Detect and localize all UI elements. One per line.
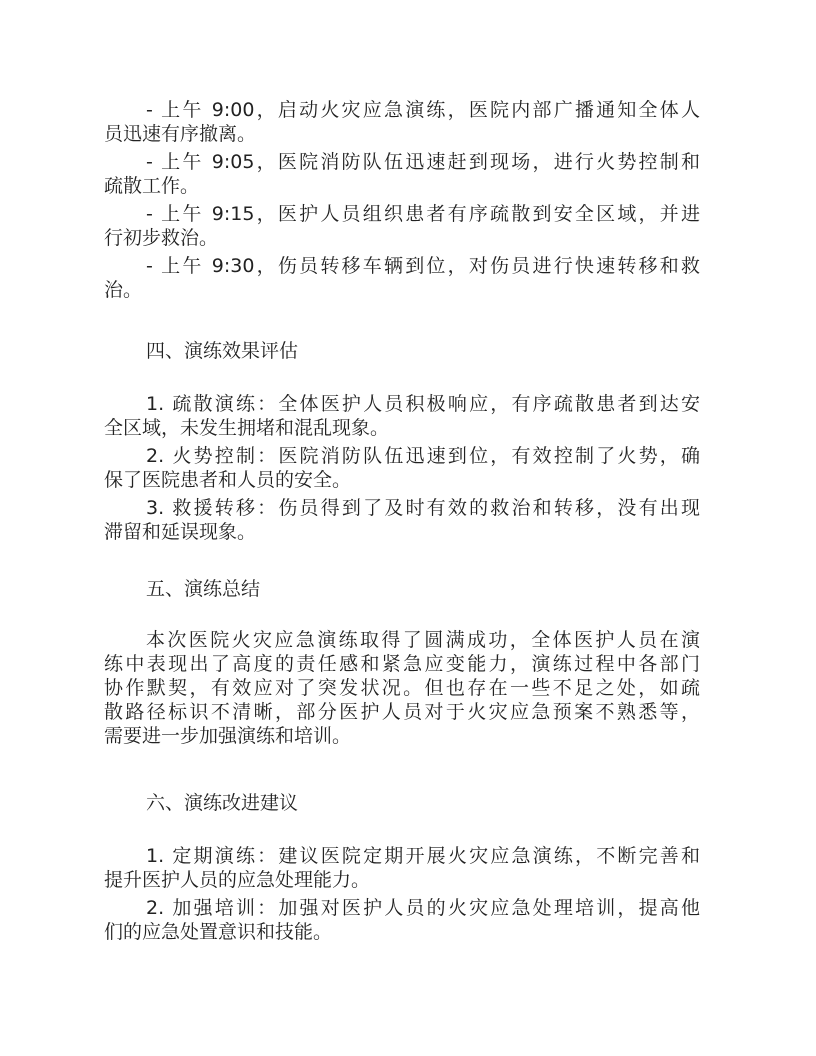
text-line: 行初步救治。 — [104, 227, 219, 249]
text-line: 2. 火势控制：医院消防队伍迅速到位，有效控制了火势，确 — [146, 445, 700, 467]
text-line: 全区域，未发生拥堵和混乱现象。 — [104, 417, 390, 439]
text-line: 2. 加强培训：加强对医护人员的火灾应急处理培训，提高他 — [146, 897, 700, 919]
text-line: - 上午 9:00，启动火灾应急演练，医院内部广播通知全体人 — [146, 99, 700, 121]
text-line: 需要进一步加强演练和培训。 — [104, 725, 352, 747]
text-line: 协作默契，有效应对了突发状况。但也存在一些不足之处，如疏 — [104, 677, 700, 699]
section-heading: 六、演练改进建议 — [146, 792, 299, 814]
text-line: 提升医护人员的应急处理能力。 — [104, 869, 371, 891]
text-line: - 上午 9:30，伤员转移车辆到位，对伤员进行快速转移和救 — [146, 255, 700, 277]
text-line: 本次医院火灾应急演练取得了圆满成功，全体医护人员在演 — [146, 629, 700, 651]
text-line: 们的应急处置意识和技能。 — [104, 921, 333, 943]
text-line: 1. 疏散演练：全体医护人员积极响应，有序疏散患者到达安 — [146, 393, 700, 415]
text-line: 滞留和延误现象。 — [104, 521, 257, 543]
text-line: - 上午 9:15，医护人员组织患者有序疏散到安全区域，并进 — [146, 203, 700, 225]
text-line: 1. 定期演练：建议医院定期开展火灾应急演练，不断完善和 — [146, 845, 700, 867]
text-line: 练中表现出了高度的责任感和紧急应变能力，演练过程中各部门 — [104, 653, 700, 675]
section-heading: 四、演练效果评估 — [146, 340, 299, 362]
section-heading: 五、演练总结 — [146, 578, 261, 600]
text-line: 散路径标识不清晰，部分医护人员对于火灾应急预案不熟悉等， — [104, 701, 700, 723]
text-line: 疏散工作。 — [104, 175, 200, 197]
text-line: 治。 — [104, 279, 143, 301]
text-line: 保了医院患者和人员的安全。 — [104, 469, 352, 491]
text-line: 3. 救援转移：伤员得到了及时有效的救治和转移，没有出现 — [146, 497, 700, 519]
text-line: 员迅速有序撤离。 — [104, 123, 257, 145]
text-line: - 上午 9:05，医院消防队伍迅速赶到现场，进行火势控制和 — [146, 151, 700, 173]
